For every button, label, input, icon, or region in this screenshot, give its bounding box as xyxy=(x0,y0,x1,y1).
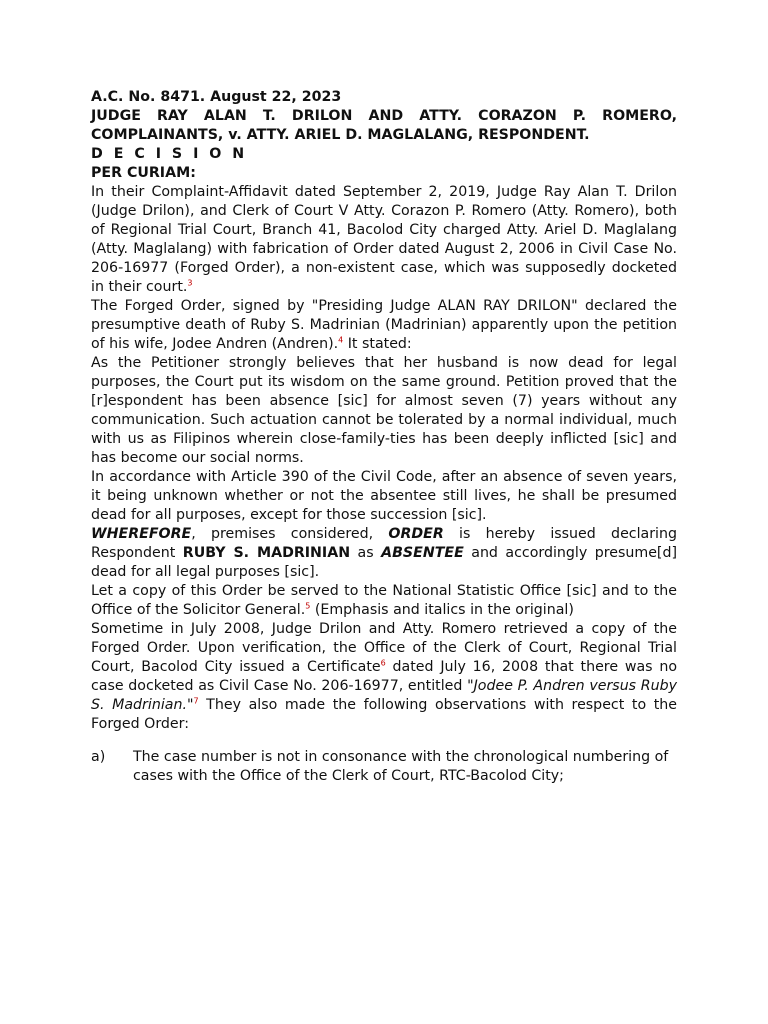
paragraph-text-tail: It stated: xyxy=(343,336,412,352)
list-item-label: a) xyxy=(91,749,106,765)
absentee-text: ABSENTEE xyxy=(381,545,464,561)
decision-heading: D E C I S I O N xyxy=(91,146,248,162)
paragraph-text: , premises considered, xyxy=(191,526,389,542)
quoted-paragraph-petition: As the Petitioner strongly believes that her husband is now dead for legal purposes, the Court put its wisdom on the same ground. Petition proved that the [r]espondent has been absence [sic] for almost seven (7) years without any communication. Such actuation cannot be tolerated by a normal individual, much with us as Filipinos wherein close-family-ties has been deeply inflicted [sic] and has become our social norms. xyxy=(91,355,677,466)
per-curiam-heading: PER CURIAM: xyxy=(91,165,196,181)
case-number: A.C. No. 8471. August 22, 2023 xyxy=(91,89,342,105)
footnote-ref-7[interactable]: 7 xyxy=(193,696,199,706)
list-item-text: The case number is not in consonance with the chronological numbering of cases with the Office of the Clerk of Court, RTC-Bacolod City; xyxy=(133,749,669,784)
footnote-ref-3[interactable]: 3 xyxy=(187,278,193,288)
quoted-paragraph-wherefore xyxy=(91,525,677,582)
paragraph-text: In their Complaint-Affidavit dated September 2, 2019, Judge Ray Alan T. Drilon (Judge Drilon), and Clerk of Court V Atty. Corazon P. Romero (Atty. Romero), both of Regional Trial Court, Branch 41, Bacolod City charged Atty. Ariel D. Maglalang (Atty. Maglalang) with fabrication of Order dated August 2, 2006 in Civil Case No. 206-16977 (Forged Order), a non-existent case, which was supposedly docketed in their court. xyxy=(91,184,677,295)
order-text: ORDER xyxy=(388,526,444,542)
wherefore-text: WHEREFORE xyxy=(91,526,192,542)
respondent-name: RUBY S. MADRINIAN xyxy=(182,545,351,561)
paragraph-text: Sometime in July 2008, Judge Drilon and Atty. Romero retrieved a copy of the Forged Order. Upon verification, the Office of the Clerk of Court, Regional Trial Court, Bacolod City issued a Certificate xyxy=(91,621,677,675)
paragraph-text: dated July 16, 2008 that there was no case docketed as Civil Case No. 206-16977, entitled " xyxy=(91,659,678,694)
paragraph-complaint xyxy=(91,183,677,297)
quoted-paragraph-article-390: In accordance with Article 390 of the Civil Code, after an absence of seven years, it being unknown whether or not the absentee still lives, he shall be presumed dead for all purposes, except for those succession [sic]. xyxy=(91,469,677,523)
quoted-paragraph-service xyxy=(91,582,677,620)
document-page xyxy=(91,88,677,786)
list-item xyxy=(91,748,677,786)
paragraph-text-tail: (Emphasis and italics in the original) xyxy=(310,602,574,618)
paragraph-text: as xyxy=(350,545,382,561)
paragraph-forged-order xyxy=(91,297,677,354)
paragraph-text: and accordingly presume[d] dead for all legal purposes [sic]. xyxy=(91,545,678,580)
paragraph-text: Let a copy of this Order be served to the National Statistic Office [sic] and to the Office of the Solicitor General. xyxy=(91,583,677,618)
footnote-ref-6[interactable]: 6 xyxy=(380,658,386,668)
paragraph-verification xyxy=(91,620,677,734)
paragraph-text: The Forged Order, signed by "Presiding Judge ALAN RAY DRILON" declared the presumptive death of Ruby S. Madrinian (Madrinian) apparently upon the petition of his wife, Jodee Andren (Andren). xyxy=(91,298,677,352)
case-parties: JUDGE RAY ALAN T. DRILON AND ATTY. CORAZON P. ROMERO, COMPLAINANTS, v. ATTY. ARIEL D. MAGLALANG, RESPONDENT. xyxy=(91,108,677,143)
footnote-ref-5[interactable]: 5 xyxy=(305,601,311,611)
paragraph-text: They also made the following observations with respect to the Forged Order: xyxy=(91,697,677,732)
case-title: Jodee P. Andren versus Ruby S. Madrinian. xyxy=(91,678,678,713)
paragraph-text: is hereby issued declaring Respondent xyxy=(91,526,678,561)
footnote-ref-4[interactable]: 4 xyxy=(338,335,344,345)
paragraph-text: " xyxy=(186,697,194,713)
